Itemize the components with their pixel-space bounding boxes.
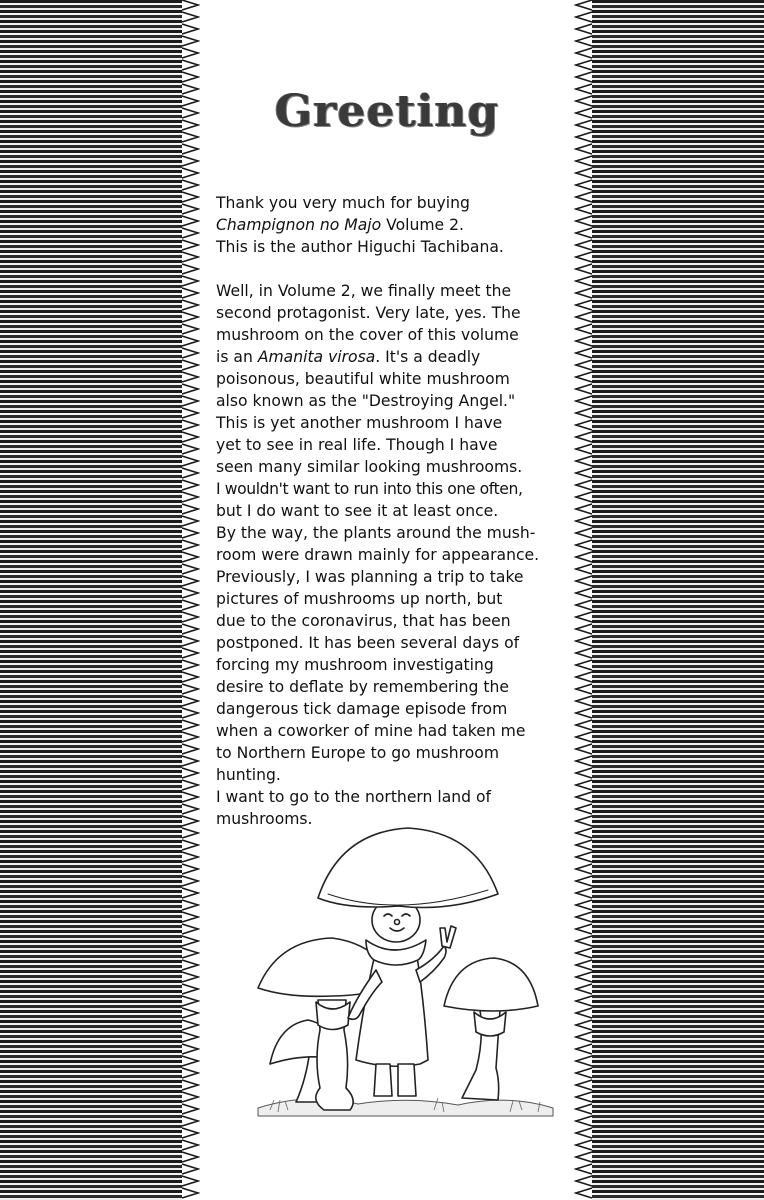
left-stripe-pattern [0, 0, 182, 1200]
text-line: mushrooms. [216, 810, 313, 828]
text-line: By the way, the plants around the mush- [216, 524, 536, 542]
text-line: mushroom on the cover of this volume [216, 326, 519, 344]
text-line: hunting. [216, 766, 281, 784]
left-fringe-edge [172, 0, 200, 1200]
paragraph-gap [216, 258, 578, 280]
fringe-zigzag [576, 0, 592, 1198]
text-line: I want to go to the northern land of [216, 788, 492, 806]
text-line: I wouldn't want to run into this one often, [216, 480, 523, 498]
mushroom-character-illustration [248, 820, 568, 1130]
text-line [216, 214, 578, 236]
book-title: Champignon no Majo [216, 216, 382, 234]
text-line: second protagonist. Very late, yes. The [216, 304, 521, 322]
text-fragment: . It's a deadly [375, 348, 481, 366]
text-line: pictures of mushrooms up north, but [216, 590, 503, 608]
text-line: also known as the "Destroying Angel." [216, 392, 516, 410]
text-line: yet to see in real life. Though I have [216, 436, 498, 454]
text-line: This is yet another mushroom I have [216, 414, 503, 432]
page-title: Greeting [274, 86, 500, 137]
text-line: poisonous, beautiful white mushroom [216, 370, 510, 388]
text-line: Thank you very much for buying [216, 194, 470, 212]
text-line [216, 346, 578, 368]
text-line: due to the coronavirus, that has been [216, 612, 511, 630]
right-fringe-edge [574, 0, 602, 1200]
species-name: Amanita virosa [257, 348, 376, 366]
left-stripe-border [0, 0, 200, 1200]
right-stripe-pattern [592, 0, 764, 1200]
text-line: dangerous tick damage episode from [216, 700, 508, 718]
text-line: Previously, I was planning a trip to take [216, 568, 524, 586]
text-line: desire to deflate by remembering the [216, 678, 509, 696]
text-line: Well, in Volume 2, we finally meet the [216, 282, 512, 300]
text-fragment: Volume 2. [381, 216, 464, 234]
text-line: room were drawn mainly for appearance. [216, 546, 540, 564]
text-line: This is the author Higuchi Tachibana. [216, 238, 504, 256]
text-line: when a coworker of mine had taken me [216, 722, 526, 740]
text-line: to Northern Europe to go mushroom [216, 744, 500, 762]
right-stripe-border [574, 0, 764, 1200]
fringe-zigzag [182, 0, 198, 1198]
text-line: seen many similar looking mushrooms. [216, 458, 523, 476]
text-line: forcing my mushroom investigating [216, 656, 494, 674]
text-line: postponed. It has been several days of [216, 634, 520, 652]
greeting-text [216, 192, 578, 830]
content-column [200, 0, 574, 1200]
text-line: but I do want to see it at least once. [216, 502, 499, 520]
text-fragment: is an [216, 348, 258, 366]
